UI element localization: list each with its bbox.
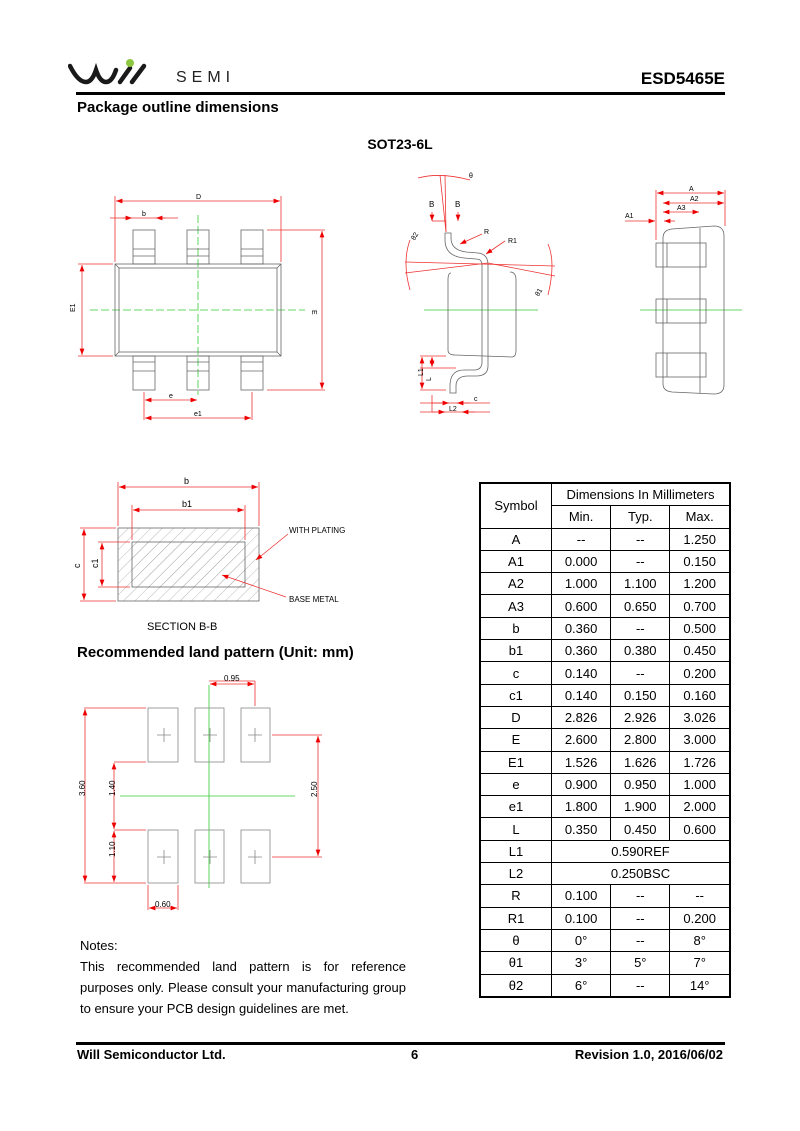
cell-max: 14° [670,974,730,997]
label-e1: e1 [194,411,202,418]
group-header: Dimensions In Millimeters [552,483,731,506]
label-A2: A2 [690,196,699,203]
dim-gap: 1.40 [108,780,117,796]
cell-typ: 0.150 [611,684,670,706]
cell-min: 0.600 [552,595,611,617]
label-e: e [169,393,173,400]
cell-symbol: L1 [480,840,552,862]
cell-merged: 0.590REF [552,840,731,862]
package-name: SOT23-6L [367,136,433,152]
cell-typ: -- [611,617,670,639]
cell-symbol: E1 [480,751,552,773]
section-bb-caption: SECTION B-B [147,621,218,633]
cell-max: 0.450 [670,640,730,662]
cell-min: 1.000 [552,573,611,595]
cell-max: 1.200 [670,573,730,595]
cell-max: 0.500 [670,617,730,639]
col-header-min: Min. [552,506,611,528]
cell-symbol: A1 [480,550,552,572]
cell-symbol: e [480,773,552,795]
cell-min: 3° [552,952,611,974]
label-L: L [426,377,433,381]
cell-min: -- [552,528,611,550]
cell-min: 0.360 [552,640,611,662]
cell-symbol: θ2 [480,974,552,997]
cell-min: 0° [552,929,611,951]
label-b: b [142,211,146,218]
label-B-left: B [429,200,435,209]
cell-max: 1.250 [670,528,730,550]
cell-typ: 2.800 [611,729,670,751]
cell-typ: 0.450 [611,818,670,840]
label-A3: A3 [677,205,686,212]
footer-page-number: 6 [411,1047,419,1062]
land-pattern-drawing [78,674,322,910]
table-row [480,684,730,706]
cell-symbol: θ1 [480,952,552,974]
cell-symbol: b1 [480,640,552,662]
table-row [480,751,730,773]
cell-min: 1.800 [552,796,611,818]
cell-symbol: A3 [480,595,552,617]
cell-min: 0.140 [552,662,611,684]
cell-symbol: c1 [480,684,552,706]
label-B-right: B [455,200,461,209]
cell-min: 0.360 [552,617,611,639]
notes-text: This recommended land pattern is for reference purposes only. Please consult your manufacturing group to ensure your PCB design guidelines are met. [80,959,406,1016]
cell-max: 2.000 [670,796,730,818]
col-header-max: Max. [670,506,730,528]
label-L2: L2 [449,406,457,413]
label-E1: E1 [70,303,77,312]
cell-typ: 5° [611,952,670,974]
cell-symbol: A2 [480,573,552,595]
label-R: R [484,229,490,236]
col-header-typ: Typ. [611,506,670,528]
side-view [405,173,555,413]
table-row [480,550,730,572]
cell-max: 7° [670,952,730,974]
label-section-b1: b1 [182,499,193,509]
cell-min: 1.526 [552,751,611,773]
cell-symbol: b [480,617,552,639]
cell-typ: 1.100 [611,573,670,595]
cell-symbol: D [480,706,552,728]
label-theta2: θ2 [410,231,421,242]
cell-typ: -- [611,974,670,997]
table-row [480,528,730,550]
part-number: ESD5465E [640,69,725,88]
cell-symbol: R [480,885,552,907]
cell-symbol: E [480,729,552,751]
cell-min: 0.000 [552,550,611,572]
table-row [480,840,730,862]
cell-max: 3.026 [670,706,730,728]
table-row [480,773,730,795]
symbol-header: Symbol [480,483,552,528]
table-row [480,929,730,951]
label-section-c: c [72,563,82,568]
cell-min: 0.100 [552,907,611,929]
cell-symbol: R1 [480,907,552,929]
cell-typ: 0.380 [611,640,670,662]
cell-max: 1.726 [670,751,730,773]
table-row [480,818,730,840]
cell-typ: 0.650 [611,595,670,617]
footer-revision: Revision 1.0, 2016/06/02 [574,1047,723,1062]
cell-max: -- [670,885,730,907]
table-row [480,573,730,595]
cell-max: 0.200 [670,907,730,929]
table-row [480,706,730,728]
label-theta1: θ1 [534,287,545,298]
cell-typ: 1.626 [611,751,670,773]
dim-pad-len: 1.10 [108,841,117,857]
with-plating-label: WITH PLATING [289,526,346,535]
cell-max: 0.600 [670,818,730,840]
cell-min: 2.600 [552,729,611,751]
cell-symbol: θ [480,929,552,951]
cell-typ: -- [611,550,670,572]
top-view [70,194,325,420]
table-row [480,640,730,662]
notes [80,935,406,1019]
footer-company: Will Semiconductor Ltd. [77,1047,226,1062]
cell-merged: 0.250BSC [552,863,731,885]
table-row [480,617,730,639]
notes-heading: Notes: [80,938,118,953]
table-row [480,885,730,907]
cell-symbol: L2 [480,863,552,885]
cell-min: 6° [552,974,611,997]
cell-symbol: e1 [480,796,552,818]
cell-min: 0.140 [552,684,611,706]
cell-max: 1.000 [670,773,730,795]
cell-typ: -- [611,528,670,550]
cell-min: 0.350 [552,818,611,840]
cell-min: 2.826 [552,706,611,728]
section-title-land-pattern: Recommended land pattern (Unit: mm) [77,644,354,661]
cell-typ: 2.926 [611,706,670,728]
cell-max: 3.000 [670,729,730,751]
cell-max: 0.160 [670,684,730,706]
cell-symbol: c [480,662,552,684]
label-A: A [689,186,694,193]
table-row [480,863,730,885]
cell-typ: -- [611,662,670,684]
cell-max: 0.150 [670,550,730,572]
base-metal-label: BASE METAL [289,595,339,604]
cell-symbol: L [480,818,552,840]
end-view [625,186,742,394]
table-row [480,662,730,684]
label-E: E [310,310,317,315]
label-section-c1: c1 [90,558,100,568]
label-c: c [474,396,478,403]
section-title-package: Package outline dimensions [77,99,279,116]
label-D: D [196,194,202,201]
cell-max: 8° [670,929,730,951]
dim-pad-w: 0.60 [155,900,171,909]
dimensions-table [479,482,731,998]
footer-rule [76,1042,725,1045]
cell-symbol: A [480,528,552,550]
label-section-b: b [184,476,190,486]
dim-overall: 3.60 [78,780,87,796]
cell-typ: -- [611,907,670,929]
cell-typ: -- [611,885,670,907]
table-row [480,952,730,974]
cell-max: 0.200 [670,662,730,684]
table-row [480,729,730,751]
brand-text: SEMI [176,69,236,86]
table-row [480,796,730,818]
dim-pitch: 0.95 [224,674,240,683]
cell-typ: -- [611,929,670,951]
dim-center: 2.50 [310,781,319,797]
table-row [480,974,730,997]
cell-typ: 1.900 [611,796,670,818]
label-theta: θ [469,173,473,180]
label-R1: R1 [508,238,517,245]
cell-min: 0.900 [552,773,611,795]
section-bb [72,476,345,633]
cell-max: 0.700 [670,595,730,617]
cell-min: 0.100 [552,885,611,907]
table-row [480,595,730,617]
table-row [480,907,730,929]
label-A1: A1 [625,213,634,220]
cell-typ: 0.950 [611,773,670,795]
label-L1: L1 [418,368,425,376]
